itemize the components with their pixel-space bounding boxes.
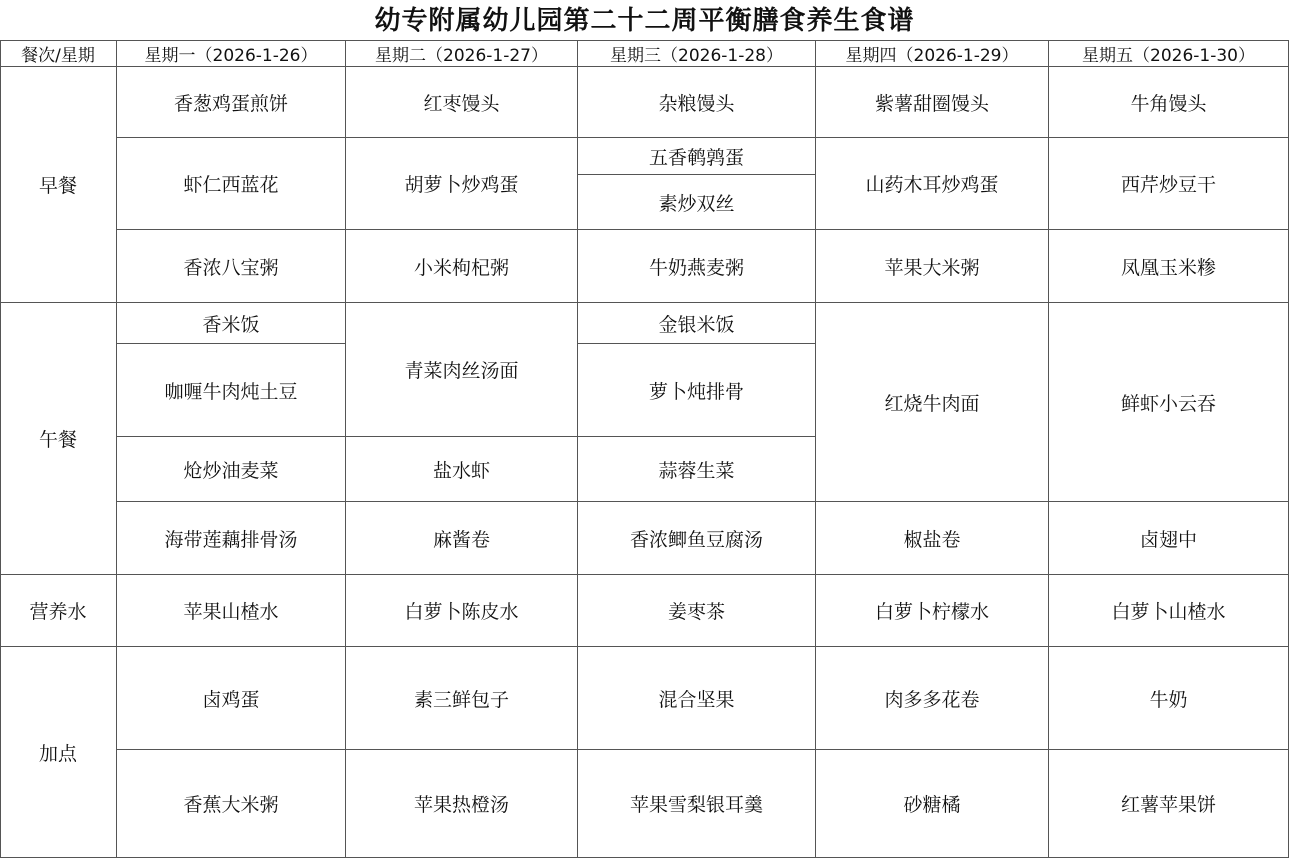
breakfast-dish-cell: 胡萝卜炒鸡蛋 [346, 138, 578, 230]
lunch-cell: 香浓鲫鱼豆腐汤 [578, 502, 816, 575]
breakfast-staple-cell: 香葱鸡蛋煎饼 [117, 67, 346, 138]
breakfast-porridge-cell: 小米枸杞粥 [346, 230, 578, 303]
lunch-cell: 盐水虾 [346, 437, 578, 502]
water-cell: 苹果山楂水 [117, 575, 346, 647]
snack-cell: 苹果热橙汤 [346, 750, 578, 858]
breakfast-staple-cell: 红枣馒头 [346, 67, 578, 138]
lunch-cell: 青菜肉丝汤面 [346, 303, 578, 437]
meal-label-breakfast: 早餐 [0, 67, 117, 303]
snack-cell: 红薯苹果饼 [1049, 750, 1289, 858]
lunch-cell: 卤翅中 [1049, 502, 1289, 575]
breakfast-staple-cell: 牛角馒头 [1049, 67, 1289, 138]
breakfast-staple-cell: 紫薯甜圈馒头 [816, 67, 1049, 138]
snack-cell: 肉多多花卷 [816, 647, 1049, 750]
lunch-cell: 海带莲藕排骨汤 [117, 502, 346, 575]
water-cell: 白萝卜陈皮水 [346, 575, 578, 647]
breakfast-dish-cell: 五香鹌鹑蛋 [578, 138, 816, 175]
breakfast-staple-cell: 杂粮馒头 [578, 67, 816, 138]
lunch-cell: 鲜虾小云吞 [1049, 303, 1289, 502]
lunch-cell: 红烧牛肉面 [816, 303, 1049, 502]
header-day-4: 星期四（2026-1-29） [816, 40, 1049, 67]
meal-label-snack: 加点 [0, 647, 117, 858]
lunch-cell: 香米饭 [117, 303, 346, 344]
header-meal-day: 餐次/星期 [0, 40, 117, 67]
lunch-cell: 麻酱卷 [346, 502, 578, 575]
page-title: 幼专附属幼儿园第二十二周平衡膳食养生食谱 [374, 6, 915, 36]
header-day-2: 星期二（2026-1-27） [346, 40, 578, 67]
breakfast-dish-cell: 虾仁西蓝花 [117, 138, 346, 230]
breakfast-porridge-cell: 香浓八宝粥 [117, 230, 346, 303]
breakfast-dish-cell: 素炒双丝 [578, 175, 816, 230]
lunch-cell: 咖喱牛肉炖土豆 [117, 344, 346, 437]
breakfast-porridge-cell: 牛奶燕麦粥 [578, 230, 816, 303]
meal-label-lunch: 午餐 [0, 303, 117, 575]
lunch-cell: 萝卜炖排骨 [578, 344, 816, 437]
water-cell: 白萝卜山楂水 [1049, 575, 1289, 647]
snack-cell: 素三鲜包子 [346, 647, 578, 750]
water-cell: 白萝卜柠檬水 [816, 575, 1049, 647]
breakfast-porridge-cell: 凤凰玉米糁 [1049, 230, 1289, 303]
snack-cell: 苹果雪梨银耳羹 [578, 750, 816, 858]
header-day-1: 星期一（2026-1-26） [117, 40, 346, 67]
snack-cell: 卤鸡蛋 [117, 647, 346, 750]
header-day-5: 星期五（2026-1-30） [1049, 40, 1289, 67]
meal-label-water: 营养水 [0, 575, 117, 647]
water-cell: 姜枣茶 [578, 575, 816, 647]
breakfast-porridge-cell: 苹果大米粥 [816, 230, 1049, 303]
snack-cell: 牛奶 [1049, 647, 1289, 750]
header-day-3: 星期三（2026-1-28） [578, 40, 816, 67]
lunch-cell: 蒜蓉生菜 [578, 437, 816, 502]
snack-cell: 砂糖橘 [816, 750, 1049, 858]
lunch-cell: 金银米饭 [578, 303, 816, 344]
lunch-cell: 炝炒油麦菜 [117, 437, 346, 502]
lunch-cell: 椒盐卷 [816, 502, 1049, 575]
breakfast-dish-cell: 山药木耳炒鸡蛋 [816, 138, 1049, 230]
snack-cell: 混合坚果 [578, 647, 816, 750]
snack-cell: 香蕉大米粥 [117, 750, 346, 858]
breakfast-dish-cell: 西芹炒豆干 [1049, 138, 1289, 230]
